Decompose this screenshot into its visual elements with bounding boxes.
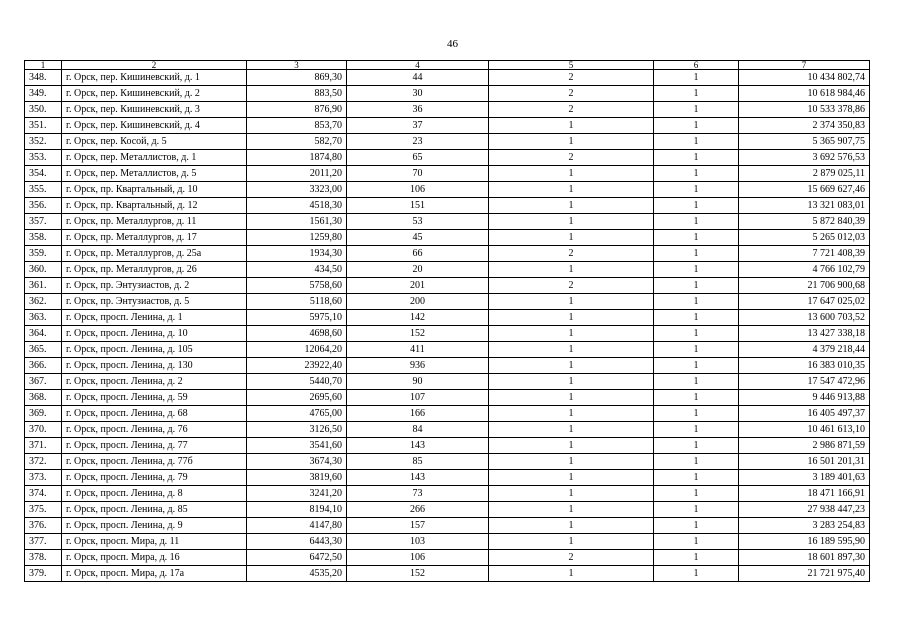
table-row (25, 246, 870, 262)
table-row (25, 150, 870, 166)
cell-address: г. Орск, просп. Ленина, д. 59 (62, 390, 247, 406)
cell-col-5: 1 (489, 294, 654, 310)
cell-col-6: 1 (654, 166, 739, 182)
cell-residents: 30 (347, 86, 489, 102)
table-row (25, 454, 870, 470)
cell-residents: 37 (347, 118, 489, 134)
cell-col-6: 1 (654, 390, 739, 406)
cell-col-5: 2 (489, 150, 654, 166)
cell-area: 1934,30 (247, 246, 347, 262)
table-row (25, 342, 870, 358)
cell-col-5: 1 (489, 230, 654, 246)
cell-address: г. Орск, пер. Косой, д. 5 (62, 134, 247, 150)
cell-row-number: 352. (25, 134, 62, 150)
cell-address: г. Орск, просп. Ленина, д. 76 (62, 422, 247, 438)
cell-area: 582,70 (247, 134, 347, 150)
cell-address: г. Орск, пр. Энтузиастов, д. 5 (62, 294, 247, 310)
cell-amount: 21 706 900,68 (739, 278, 870, 294)
cell-area: 5975,10 (247, 310, 347, 326)
cell-area: 4698,60 (247, 326, 347, 342)
cell-residents: 166 (347, 406, 489, 422)
cell-row-number: 360. (25, 262, 62, 278)
cell-col-6: 1 (654, 502, 739, 518)
table-row (25, 166, 870, 182)
cell-amount: 18 601 897,30 (739, 550, 870, 566)
cell-residents: 200 (347, 294, 489, 310)
cell-amount: 2 374 350,83 (739, 118, 870, 134)
cell-area: 434,50 (247, 262, 347, 278)
table-row (25, 470, 870, 486)
cell-area: 4147,80 (247, 518, 347, 534)
cell-col-5: 1 (489, 118, 654, 134)
cell-amount: 5 265 012,03 (739, 230, 870, 246)
column-header-6: 6 (654, 61, 739, 70)
cell-amount: 13 321 083,01 (739, 198, 870, 214)
table-row (25, 230, 870, 246)
cell-amount: 16 405 497,37 (739, 406, 870, 422)
cell-col-5: 1 (489, 374, 654, 390)
table-row (25, 102, 870, 118)
cell-area: 3323,00 (247, 182, 347, 198)
table-body (25, 70, 870, 582)
cell-row-number: 361. (25, 278, 62, 294)
cell-amount: 15 669 627,46 (739, 182, 870, 198)
cell-col-6: 1 (654, 422, 739, 438)
cell-address: г. Орск, пер. Кишиневский, д. 4 (62, 118, 247, 134)
cell-col-5: 1 (489, 198, 654, 214)
cell-row-number: 371. (25, 438, 62, 454)
cell-residents: 53 (347, 214, 489, 230)
cell-amount: 18 471 166,91 (739, 486, 870, 502)
cell-amount: 7 721 408,39 (739, 246, 870, 262)
cell-col-6: 1 (654, 230, 739, 246)
cell-amount: 17 547 472,96 (739, 374, 870, 390)
cell-col-6: 1 (654, 406, 739, 422)
table-row (25, 294, 870, 310)
cell-row-number: 379. (25, 566, 62, 582)
cell-residents: 85 (347, 454, 489, 470)
cell-row-number: 374. (25, 486, 62, 502)
cell-amount: 10 533 378,86 (739, 102, 870, 118)
cell-col-6: 1 (654, 470, 739, 486)
cell-amount: 2 879 025,11 (739, 166, 870, 182)
cell-col-6: 1 (654, 534, 739, 550)
cell-col-6: 1 (654, 310, 739, 326)
cell-area: 853,70 (247, 118, 347, 134)
cell-col-5: 1 (489, 262, 654, 278)
cell-col-5: 1 (489, 454, 654, 470)
cell-col-5: 1 (489, 182, 654, 198)
column-header-5: 5 (489, 61, 654, 70)
cell-row-number: 375. (25, 502, 62, 518)
cell-col-6: 1 (654, 550, 739, 566)
cell-residents: 201 (347, 278, 489, 294)
header-row (25, 61, 870, 70)
cell-row-number: 362. (25, 294, 62, 310)
cell-residents: 20 (347, 262, 489, 278)
table-row (25, 86, 870, 102)
cell-area: 1259,80 (247, 230, 347, 246)
cell-area: 12064,20 (247, 342, 347, 358)
cell-col-6: 1 (654, 518, 739, 534)
cell-residents: 152 (347, 566, 489, 582)
cell-area: 6472,50 (247, 550, 347, 566)
cell-row-number: 357. (25, 214, 62, 230)
cell-col-5: 1 (489, 134, 654, 150)
cell-amount: 13 600 703,52 (739, 310, 870, 326)
cell-col-5: 1 (489, 310, 654, 326)
cell-address: г. Орск, просп. Ленина, д. 77б (62, 454, 247, 470)
cell-col-6: 1 (654, 438, 739, 454)
cell-row-number: 368. (25, 390, 62, 406)
cell-amount: 13 427 338,18 (739, 326, 870, 342)
cell-col-6: 1 (654, 342, 739, 358)
cell-area: 3541,60 (247, 438, 347, 454)
table-row (25, 310, 870, 326)
cell-row-number: 367. (25, 374, 62, 390)
cell-residents: 266 (347, 502, 489, 518)
cell-residents: 103 (347, 534, 489, 550)
cell-address: г. Орск, просп. Мира, д. 16 (62, 550, 247, 566)
table-row (25, 406, 870, 422)
cell-residents: 936 (347, 358, 489, 374)
cell-residents: 143 (347, 438, 489, 454)
cell-col-5: 1 (489, 390, 654, 406)
cell-col-5: 1 (489, 518, 654, 534)
cell-area: 5118,60 (247, 294, 347, 310)
cell-residents: 157 (347, 518, 489, 534)
cell-residents: 84 (347, 422, 489, 438)
cell-address: г. Орск, пер. Кишиневский, д. 3 (62, 102, 247, 118)
cell-address: г. Орск, просп. Ленина, д. 9 (62, 518, 247, 534)
table-row (25, 374, 870, 390)
cell-residents: 90 (347, 374, 489, 390)
cell-amount: 16 501 201,31 (739, 454, 870, 470)
cell-residents: 107 (347, 390, 489, 406)
cell-col-6: 1 (654, 566, 739, 582)
cell-address: г. Орск, пр. Металлургов, д. 26 (62, 262, 247, 278)
cell-col-5: 1 (489, 438, 654, 454)
cell-area: 3819,60 (247, 470, 347, 486)
cell-residents: 106 (347, 550, 489, 566)
cell-col-6: 1 (654, 358, 739, 374)
cell-row-number: 363. (25, 310, 62, 326)
cell-row-number: 366. (25, 358, 62, 374)
cell-col-6: 1 (654, 326, 739, 342)
cell-row-number: 351. (25, 118, 62, 134)
cell-col-5: 1 (489, 406, 654, 422)
table-row (25, 134, 870, 150)
cell-amount: 3 189 401,63 (739, 470, 870, 486)
cell-address: г. Орск, просп. Ленина, д. 130 (62, 358, 247, 374)
cell-col-6: 1 (654, 102, 739, 118)
cell-col-6: 1 (654, 278, 739, 294)
column-header-2: 2 (62, 61, 247, 70)
cell-col-5: 2 (489, 246, 654, 262)
cell-amount: 10 618 984,46 (739, 86, 870, 102)
cell-row-number: 377. (25, 534, 62, 550)
cell-col-6: 1 (654, 246, 739, 262)
cell-row-number: 353. (25, 150, 62, 166)
cell-row-number: 349. (25, 86, 62, 102)
cell-area: 6443,30 (247, 534, 347, 550)
cell-col-6: 1 (654, 262, 739, 278)
column-header-3: 3 (247, 61, 347, 70)
table-row (25, 566, 870, 582)
cell-col-5: 1 (489, 566, 654, 582)
cell-address: г. Орск, пер. Кишиневский, д. 1 (62, 70, 247, 86)
cell-col-5: 1 (489, 534, 654, 550)
cell-amount: 4 379 218,44 (739, 342, 870, 358)
cell-area: 5758,60 (247, 278, 347, 294)
cell-address: г. Орск, пр. Металлургов, д. 25а (62, 246, 247, 262)
cell-area: 4765,00 (247, 406, 347, 422)
cell-col-6: 1 (654, 182, 739, 198)
cell-col-5: 2 (489, 550, 654, 566)
cell-amount: 2 986 871,59 (739, 438, 870, 454)
table-row (25, 182, 870, 198)
cell-address: г. Орск, просп. Ленина, д. 105 (62, 342, 247, 358)
cell-area: 1561,30 (247, 214, 347, 230)
cell-col-6: 1 (654, 150, 739, 166)
cell-address: г. Орск, просп. Ленина, д. 79 (62, 470, 247, 486)
cell-area: 3241,20 (247, 486, 347, 502)
cell-col-6: 1 (654, 198, 739, 214)
table-header (25, 61, 870, 70)
cell-residents: 142 (347, 310, 489, 326)
cell-row-number: 376. (25, 518, 62, 534)
cell-amount: 17 647 025,02 (739, 294, 870, 310)
cell-row-number: 348. (25, 70, 62, 86)
cell-residents: 143 (347, 470, 489, 486)
table-row (25, 278, 870, 294)
page-number: 46 (447, 38, 458, 50)
cell-residents: 411 (347, 342, 489, 358)
table-row (25, 390, 870, 406)
cell-address: г. Орск, просп. Ленина, д. 10 (62, 326, 247, 342)
cell-amount: 16 383 010,35 (739, 358, 870, 374)
cell-residents: 36 (347, 102, 489, 118)
cell-row-number: 378. (25, 550, 62, 566)
cell-address: г. Орск, просп. Ленина, д. 8 (62, 486, 247, 502)
cell-col-6: 1 (654, 134, 739, 150)
cell-col-6: 1 (654, 118, 739, 134)
cell-address: г. Орск, пер. Кишиневский, д. 2 (62, 86, 247, 102)
cell-col-5: 1 (489, 358, 654, 374)
cell-area: 1874,80 (247, 150, 347, 166)
cell-amount: 3 283 254,83 (739, 518, 870, 534)
cell-area: 883,50 (247, 86, 347, 102)
cell-col-5: 1 (489, 422, 654, 438)
table-row (25, 118, 870, 134)
cell-col-5: 1 (489, 502, 654, 518)
cell-col-6: 1 (654, 214, 739, 230)
cell-row-number: 356. (25, 198, 62, 214)
column-header-7: 7 (739, 61, 870, 70)
cell-amount: 10 461 613,10 (739, 422, 870, 438)
cell-address: г. Орск, просп. Ленина, д. 1 (62, 310, 247, 326)
cell-address: г. Орск, пр. Металлургов, д. 11 (62, 214, 247, 230)
cell-address: г. Орск, просп. Ленина, д. 77 (62, 438, 247, 454)
cell-row-number: 358. (25, 230, 62, 246)
table-row (25, 422, 870, 438)
register-table (24, 60, 870, 582)
table-row (25, 198, 870, 214)
cell-amount: 16 189 595,90 (739, 534, 870, 550)
cell-col-6: 1 (654, 70, 739, 86)
cell-address: г. Орск, пр. Квартальный, д. 12 (62, 198, 247, 214)
cell-col-6: 1 (654, 486, 739, 502)
cell-col-5: 2 (489, 70, 654, 86)
cell-amount: 5 365 907,75 (739, 134, 870, 150)
cell-residents: 65 (347, 150, 489, 166)
cell-area: 8194,10 (247, 502, 347, 518)
cell-col-5: 1 (489, 326, 654, 342)
cell-col-6: 1 (654, 374, 739, 390)
cell-col-6: 1 (654, 294, 739, 310)
cell-col-6: 1 (654, 86, 739, 102)
cell-address: г. Орск, пр. Квартальный, д. 10 (62, 182, 247, 198)
cell-col-5: 2 (489, 102, 654, 118)
cell-address: г. Орск, просп. Ленина, д. 2 (62, 374, 247, 390)
cell-area: 2011,20 (247, 166, 347, 182)
cell-row-number: 355. (25, 182, 62, 198)
cell-residents: 70 (347, 166, 489, 182)
table-row (25, 486, 870, 502)
cell-address: г. Орск, пр. Металлургов, д. 17 (62, 230, 247, 246)
table-row (25, 70, 870, 86)
cell-area: 876,90 (247, 102, 347, 118)
table-row (25, 502, 870, 518)
cell-row-number: 370. (25, 422, 62, 438)
cell-area: 4535,20 (247, 566, 347, 582)
cell-amount: 5 872 840,39 (739, 214, 870, 230)
cell-row-number: 350. (25, 102, 62, 118)
table-row (25, 214, 870, 230)
table-row (25, 518, 870, 534)
cell-address: г. Орск, просп. Мира, д. 17а (62, 566, 247, 582)
cell-row-number: 373. (25, 470, 62, 486)
table-row (25, 534, 870, 550)
cell-row-number: 364. (25, 326, 62, 342)
cell-col-5: 1 (489, 486, 654, 502)
cell-residents: 106 (347, 182, 489, 198)
cell-residents: 152 (347, 326, 489, 342)
cell-area: 23922,40 (247, 358, 347, 374)
cell-col-5: 1 (489, 214, 654, 230)
cell-col-5: 1 (489, 342, 654, 358)
cell-row-number: 365. (25, 342, 62, 358)
cell-amount: 10 434 802,74 (739, 70, 870, 86)
cell-row-number: 359. (25, 246, 62, 262)
table-row (25, 358, 870, 374)
cell-residents: 45 (347, 230, 489, 246)
cell-amount: 4 766 102,79 (739, 262, 870, 278)
cell-area: 5440,70 (247, 374, 347, 390)
cell-col-5: 2 (489, 86, 654, 102)
cell-amount: 9 446 913,88 (739, 390, 870, 406)
cell-area: 3126,50 (247, 422, 347, 438)
column-header-1: 1 (25, 61, 62, 70)
table-row (25, 550, 870, 566)
cell-residents: 73 (347, 486, 489, 502)
table-row (25, 262, 870, 278)
cell-col-5: 1 (489, 470, 654, 486)
table-row (25, 326, 870, 342)
cell-area: 3674,30 (247, 454, 347, 470)
cell-row-number: 369. (25, 406, 62, 422)
cell-col-6: 1 (654, 454, 739, 470)
cell-address: г. Орск, пр. Энтузиастов, д. 2 (62, 278, 247, 294)
cell-amount: 27 938 447,23 (739, 502, 870, 518)
cell-amount: 3 692 576,53 (739, 150, 870, 166)
cell-address: г. Орск, пер. Металлистов, д. 5 (62, 166, 247, 182)
cell-row-number: 372. (25, 454, 62, 470)
cell-residents: 151 (347, 198, 489, 214)
cell-residents: 23 (347, 134, 489, 150)
cell-area: 2695,60 (247, 390, 347, 406)
cell-col-5: 1 (489, 166, 654, 182)
cell-area: 869,30 (247, 70, 347, 86)
cell-address: г. Орск, просп. Ленина, д. 85 (62, 502, 247, 518)
cell-residents: 44 (347, 70, 489, 86)
cell-row-number: 354. (25, 166, 62, 182)
table-row (25, 438, 870, 454)
cell-area: 4518,30 (247, 198, 347, 214)
cell-amount: 21 721 975,40 (739, 566, 870, 582)
column-header-4: 4 (347, 61, 489, 70)
cell-address: г. Орск, просп. Мира, д. 11 (62, 534, 247, 550)
cell-col-5: 2 (489, 278, 654, 294)
cell-residents: 66 (347, 246, 489, 262)
cell-address: г. Орск, просп. Ленина, д. 68 (62, 406, 247, 422)
cell-address: г. Орск, пер. Металлистов, д. 1 (62, 150, 247, 166)
